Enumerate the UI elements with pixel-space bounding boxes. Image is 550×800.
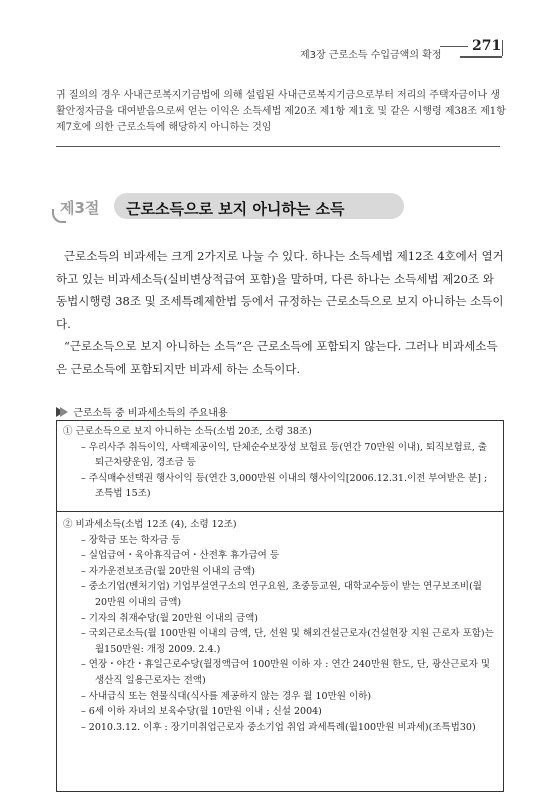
list-item: – 실업급여・육아휴직급여・산전후 휴가급여 등 [81, 550, 279, 562]
page-number: 271 [472, 38, 502, 54]
group-list [63, 533, 495, 736]
list-item: – 장학금 또는 학자금 등 [81, 534, 181, 546]
list-item: – 2010.3.12. 이후 : 장기미취업근로자 중소기업 취업 과세특례(월100만원 비과세)(조특법30) [81, 721, 476, 733]
chapter-title: 제3장 근로소득 수입금액의 확정 [300, 50, 442, 61]
intro-text: 귀 질의의 경우 사내근로복지기금법에 의해 설립된 사내근로복지기금으로부터 저리의 주택자금이나 생활안정자금을 대여받음으로써 얻는 이익은 소득세법 제20조 제1항 제1호 및 같은 시행령 제38조 제1항 제7호에 의한 근로소득에 해당하지 아니하는 것임 [56, 90, 506, 133]
summary-box [56, 420, 504, 792]
body-text [56, 245, 504, 380]
list-item: – 국외근로소득(월 100만원 이내의 금액, 단, 선원 및 해외건설근로자(건설현장 지원 근로자 포함)는 월150만원: 개정 2009. 2.4.) [81, 628, 494, 655]
box-title [56, 404, 228, 419]
list-item: – 자가운전보조금(월 20만원 이내의 금액) [81, 565, 255, 577]
header-rule [440, 46, 468, 47]
intro-divider [56, 146, 500, 147]
group-heading: ② 비과세소득(소법 12조 (4), 소령 12조) [63, 519, 237, 530]
non-income-group [63, 424, 495, 502]
tax-exempt-group [63, 517, 495, 735]
box-title-text: 근로소득 중 비과세소득의 주요내용 [73, 408, 228, 419]
box-divider [57, 511, 503, 512]
group-list [63, 440, 495, 502]
list-item: – 기자의 취재수당(월 20만원 이내의 금액) [81, 612, 259, 624]
page-header [300, 38, 500, 60]
section-heading [52, 193, 362, 223]
list-item: – 중소기업(벤처기업) 기업부설연구소의 연구요원, 초중등교원, 대학교수등이 받는 연구보조비(월 20만원 이내의 금액) [81, 581, 482, 608]
group-heading: ① 근로소득으로 보지 아니하는 소득(소법 20조, 소령 38조) [63, 426, 312, 437]
paragraph-2: “근로소득으로 보지 아니하는 소득”은 근로소득에 포함되지 않는다. 그러나 비과세소득은 근로소득에 포함되지만 비과세 하는 소득이다. [56, 339, 498, 376]
header-rule-thick [460, 56, 502, 58]
paragraph-1: 근로소득의 비과세는 크게 2가지로 나눌 수 있다. 하나는 소득세법 제12조 4호에서 열거하고 있는 비과세소득(실비변상적급여 포함)을 말하며, 다른 하나는 소득세법 제20조 와 동법시행령 38조 및 조세특례제한법 등에서 규정하는 근로소득으로 보지 아니하는 소득이다. [56, 249, 504, 331]
list-item: – 연장・야간・휴일근로수당(월정액급여 100만원 이하 자 : 연간 240만원 한도, 단, 광산근로자 및 생산직 일용근로자는 전액) [81, 659, 491, 686]
list-item: – 사내급식 또는 현물식대(식사를 제공하지 않는 경우 월 10만원 이하) [81, 690, 372, 702]
list-item: – 주식매수선택권 행사이익 등(연간 3,000만원 이내의 행사이익[2006.12.31.이전 부여받은 분] ; 조특법 15조) [81, 472, 488, 500]
list-item: – 우리사주 취득이익, 사택제공이익, 단체순수보장성 보험료 등(연간 70만원 이내), 퇴직보험료, 출퇴근차량운임, 경조금 등 [81, 441, 488, 469]
section-title: 근로소득으로 보지 아니하는 소득 [126, 200, 345, 218]
header-tick [502, 40, 503, 56]
list-item: – 6세 이하 자녀의 보육수당(월 10만원 이내 ; 신설 2004) [81, 706, 322, 718]
section-number: 제3절 [60, 199, 100, 217]
arrow-icon-secondary [60, 407, 68, 417]
